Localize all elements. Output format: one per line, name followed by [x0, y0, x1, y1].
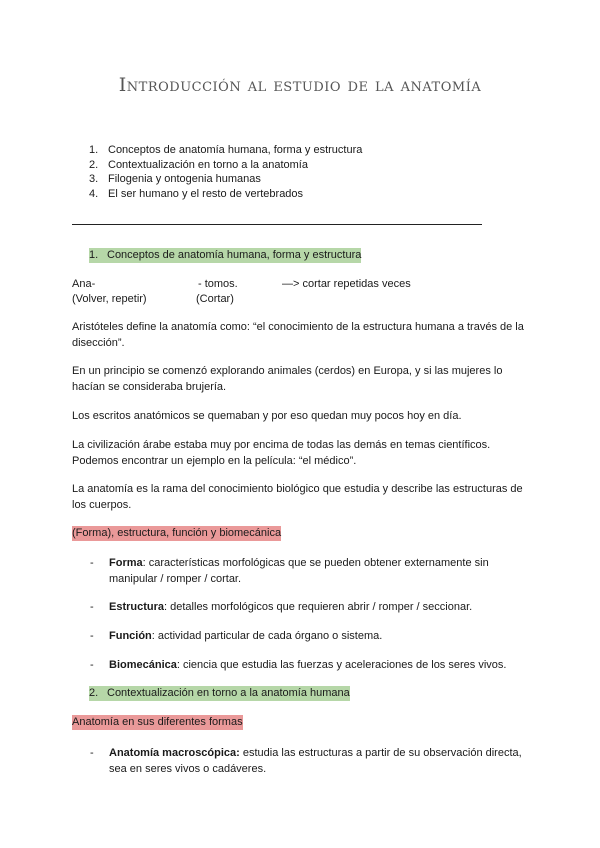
etymology-tomos: - tomos. [198, 278, 238, 290]
toc-item: 2. Contextualización en torno a la anatomía [89, 158, 308, 171]
section-heading-2: 2. Contextualización en torno a la anatomía humana [89, 687, 350, 699]
subheading-anatomia-formas: Anatomía en sus diferentes formas [72, 716, 243, 728]
divider [72, 224, 482, 225]
etymology-ana-meaning: (Volver, repetir) [72, 293, 147, 305]
toc-item: 3. Filogenia y ontogenia humanas [89, 173, 261, 186]
paragraph: La anatomía es la rama del conocimiento biológico que estudia y describe las estructuras de los cuerpos. [72, 483, 523, 511]
list-item: - Forma: características morfológicas que se pueden obtener externamente sin manipular / romper / cortar. [90, 557, 489, 585]
dash-marker: - [90, 557, 94, 569]
dash-marker: - [90, 630, 94, 642]
list-item: - Biomecánica: ciencia que estudia las fuerzas y aceleraciones de los seres vivos. [90, 659, 507, 671]
term: Estructura [109, 601, 165, 613]
table-of-contents [89, 143, 362, 202]
list-item: - Función: actividad particular de cada órgano o sistema. [90, 630, 383, 642]
etymology-tomos-meaning: (Cortar) [196, 293, 234, 305]
list-item: - Anatomía macroscópica: estudia las estructuras a partir de su observación directa, sea en seres vivos o cadáveres. [90, 747, 522, 775]
paragraph: La civilización árabe estaba muy por encima de todas las demás en temas científicos. Podemos encontrar un ejemplo en la película: “el médico”. [72, 439, 491, 467]
section-heading-1: 1. Conceptos de anatomía humana, forma y estructura [89, 249, 362, 261]
term: Forma [109, 557, 143, 569]
paragraph: En un principio se comenzó explorando animales (cerdos) en Europa, y si las mujeres lo hacían se consideraba brujería. [72, 365, 503, 393]
toc-item: 1. Conceptos de anatomía humana, forma y estructura [89, 144, 363, 156]
dash-marker: - [90, 659, 94, 671]
toc-item: 4. El ser humano y el resto de vertebrados [89, 188, 304, 201]
etymology-result: —> cortar repetidas veces [282, 278, 411, 290]
subheading-forma: (Forma), estructura, función y biomecánica [72, 527, 282, 539]
etymology-block [72, 277, 542, 309]
paragraph: Los escritos anatómicos se quemaban y por eso quedan muy pocos hoy en día. [72, 410, 462, 422]
list-item: - Estructura: detalles morfológicos que requieren abrir / romper / seccionar. [90, 601, 473, 613]
page-title: Introducción al estudio de la anatomía [118, 74, 482, 96]
term: Función [109, 630, 152, 642]
paragraph: Aristóteles define la anatomía como: “el conocimiento de la estructura humana a través de la disección”. [72, 321, 524, 349]
etymology-ana: Ana- [72, 278, 96, 290]
dash-marker: - [90, 747, 94, 759]
term: Anatomía macroscópica: [109, 747, 240, 759]
dash-marker: - [90, 601, 94, 613]
term: Biomecánica [109, 659, 177, 671]
